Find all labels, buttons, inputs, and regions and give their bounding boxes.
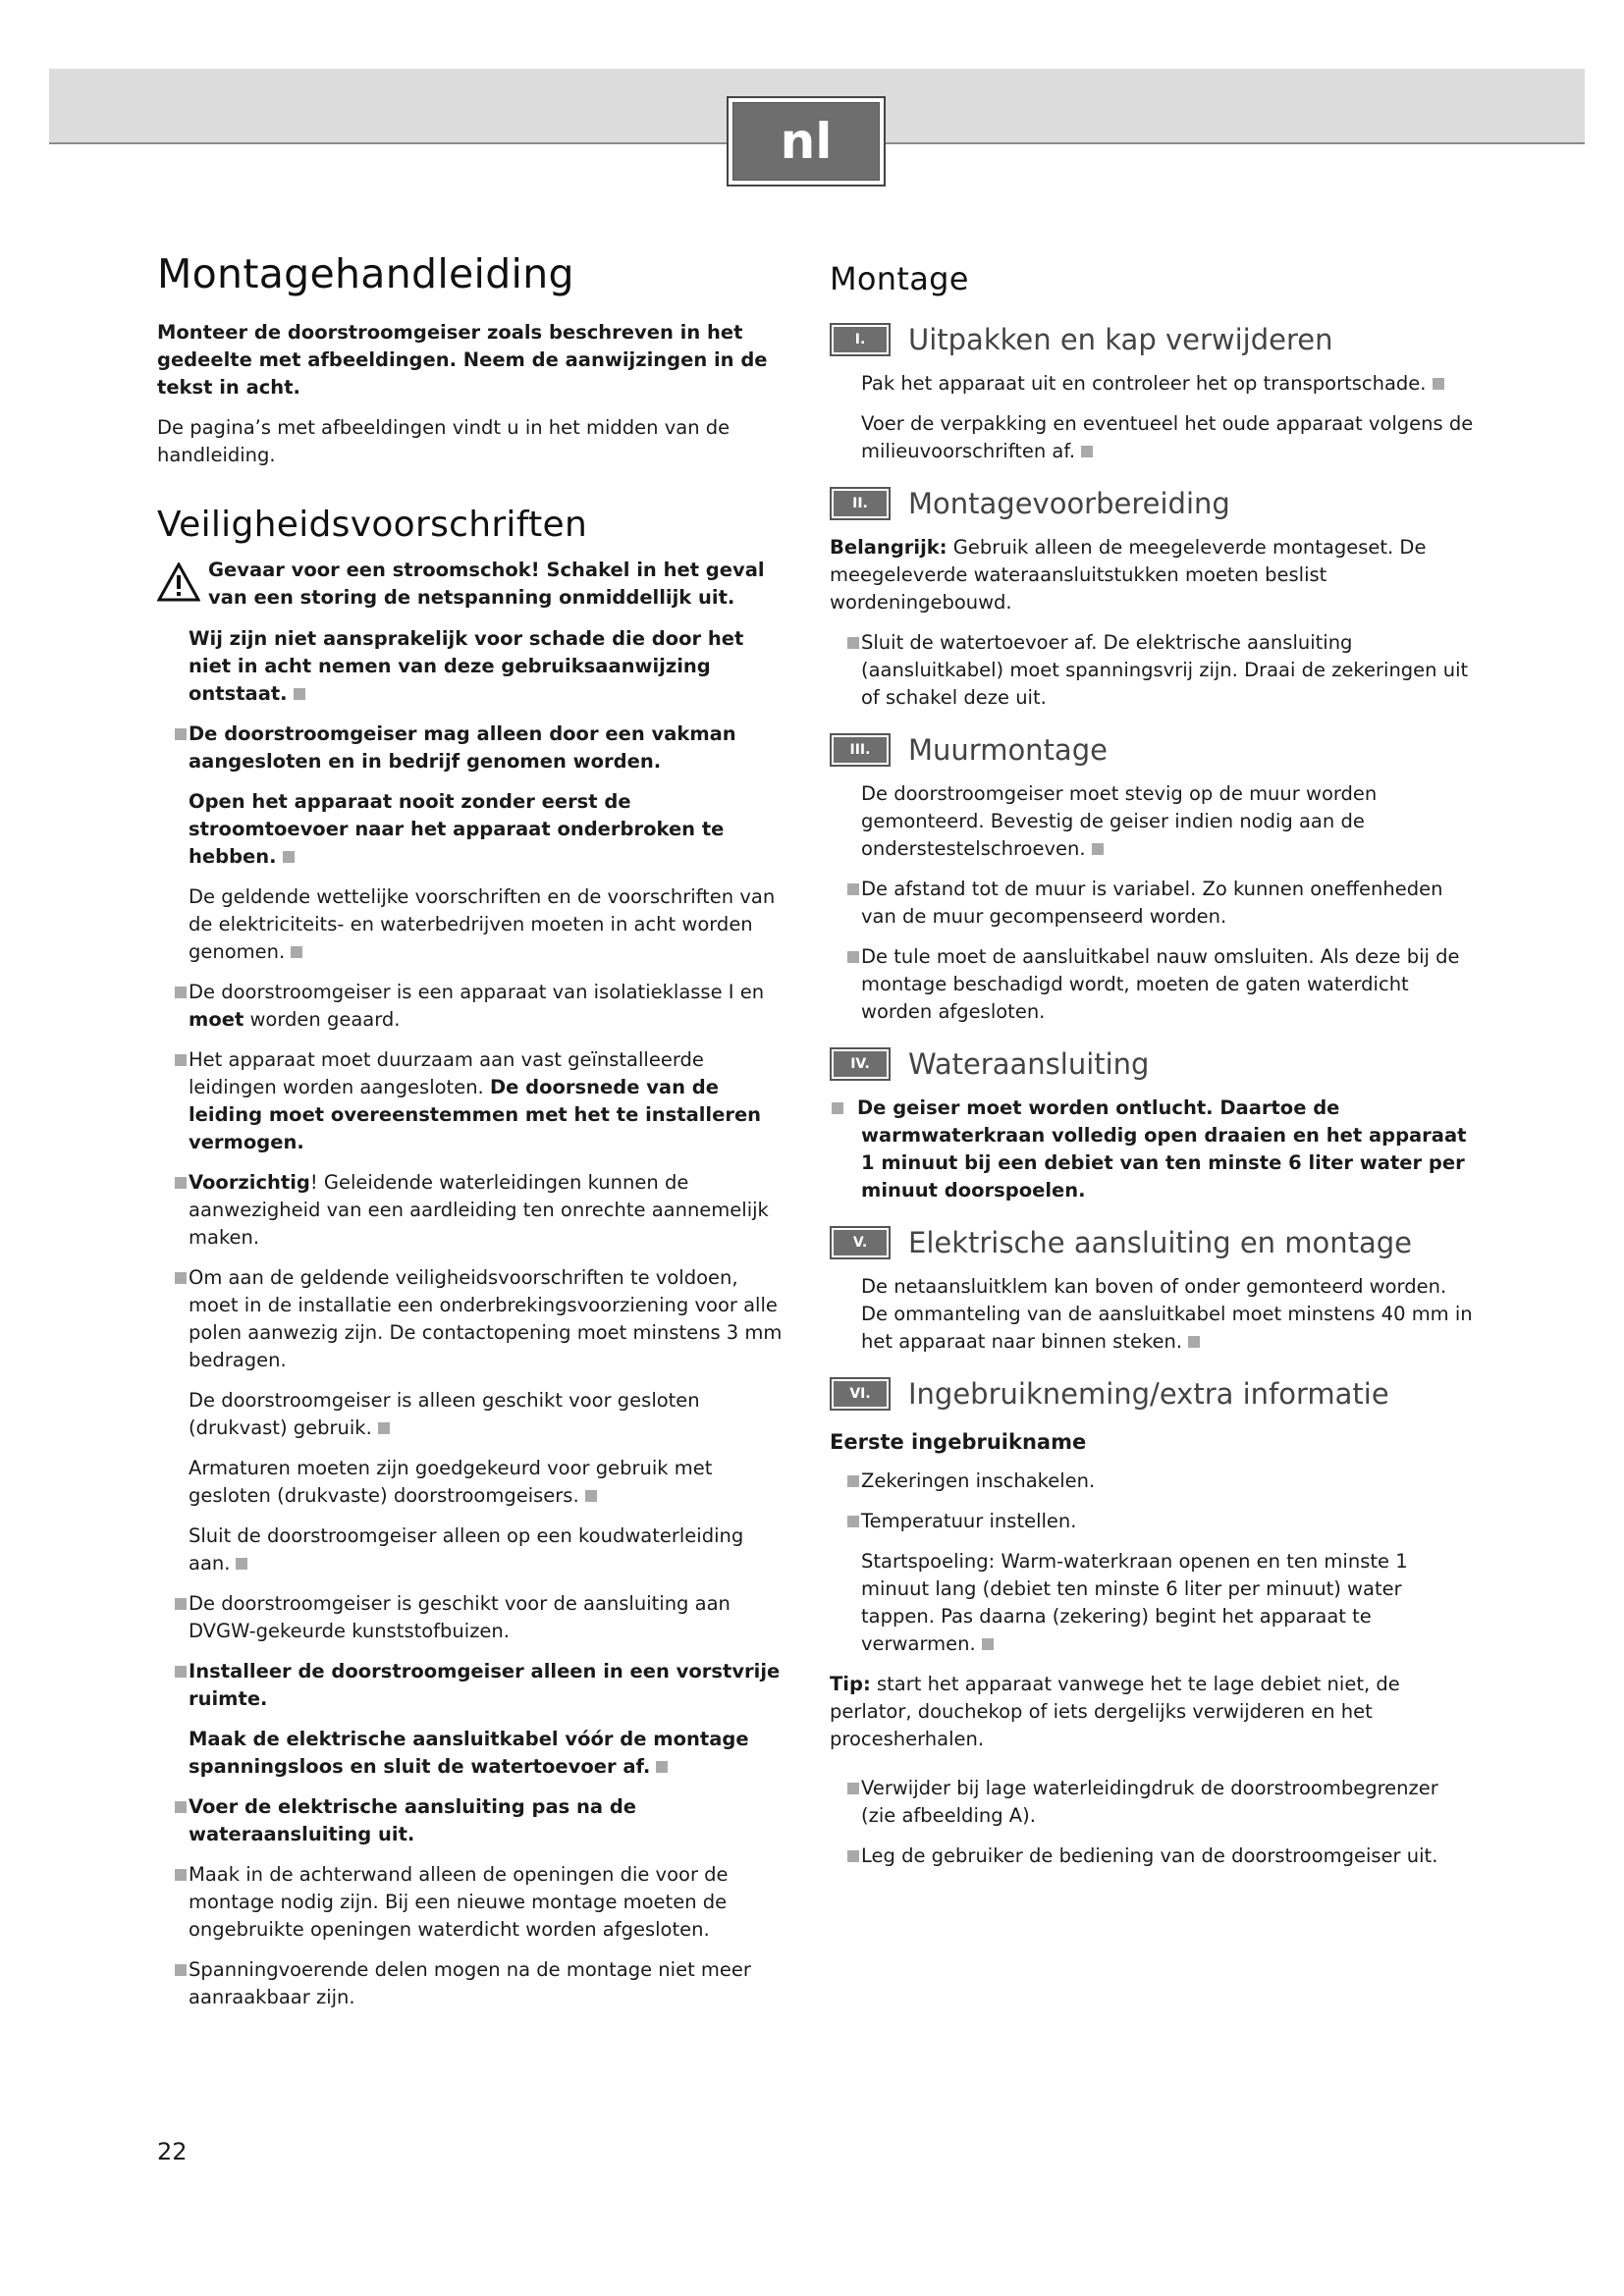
bullet-square-icon <box>175 987 187 998</box>
list-item: Het apparaat moet duurzaam aan vast geïnstalleerde leidingen worden aangesloten. De doorsnede van de leiding moet overeenstemmen met het te installeren vermogen. <box>189 1046 785 1156</box>
section-header-5 <box>830 1226 1478 1259</box>
bullet-square-icon <box>175 1177 187 1189</box>
section-text: Startspoeling: Warm-waterkraan openen en ten minste 1 minuut lang (debiet ten minste 6 liter per minuut) water tappen. Pas daarna (zekering) begint het apparaat te verwarmen. <box>861 1550 1408 1655</box>
bullet-square-icon <box>847 637 859 649</box>
bullet-square-icon <box>175 728 187 740</box>
section-text: De doorstroomgeiser moet stevig op de muur worden gemonteerd. Bevestig de geiser indien nodig aan de onderstestelschroeven. <box>861 782 1378 860</box>
bullet-square-icon <box>175 1801 187 1813</box>
bullet-square-icon <box>982 1638 994 1650</box>
list-item: Voer de elektrische aansluiting pas na de wateraansluiting uit. <box>189 1793 785 1848</box>
warning-triangle-icon <box>157 562 200 602</box>
section-header-1 <box>830 323 1478 356</box>
section-text: De tule moet de aansluitkabel nauw omsluiten. Als deze bij de montage beschadigd wordt, moeten de gaten waterdicht worden afgesloten. <box>861 943 1478 1026</box>
language-badge <box>727 96 886 187</box>
section-text: De netaansluitklem kan boven of onder gemonteerd worden. De ommanteling van de aansluitkabel moet minstens 40 mm in het apparaat naar binnen steken. <box>861 1275 1473 1353</box>
bullet-square-icon <box>175 1666 187 1678</box>
section-text: Sluit de watertoevoer af. De elektrische aansluiting (aansluitkabel) moet spanningsvrij zijn. Draai de zekeringen uit of schakel deze uit. <box>861 629 1478 712</box>
section-number-badge: VI. <box>830 1377 891 1411</box>
section-text: De afstand tot de muur is variabel. Zo kunnen oneffenheden van de muur gecompenseerd worden. <box>861 876 1478 931</box>
page-title: Montagehandleiding <box>157 250 574 297</box>
bullet-square-icon <box>283 851 295 863</box>
list-item: De doorstroomgeiser is alleen geschikt voor gesloten (drukvast) gebruik. <box>189 1389 700 1439</box>
list-item: Spanningvoerende delen mogen na de montage niet meer aanraakbaar zijn. <box>189 1956 785 2011</box>
section-title: Uitpakken en kap verwijderen <box>908 323 1333 356</box>
section-text: Leg de gebruiker de bediening van de doorstroomgeiser uit. <box>861 1842 1478 1870</box>
bullet-square-icon <box>832 1102 843 1114</box>
list-item: De doorstroomgeiser is geschikt voor de aansluiting aan DVGW-gekeurde kunststofbuizen. <box>189 1590 785 1645</box>
section-text: De geiser moet worden ontlucht. Daartoe de warmwaterkraan volledig open draaien en het apparaat 1 minuut bij een debiet van ten minste 6 liter water per minuut doorspoelen. <box>861 1095 1478 1204</box>
section-number-badge: III. <box>830 733 891 767</box>
bullet-square-icon <box>585 1490 597 1502</box>
section-text: Voer de verpakking en eventueel het oude apparaat volgens de milieuvoorschriften af. <box>861 412 1474 462</box>
bullet-square-icon <box>847 1850 859 1862</box>
section-number-badge: II. <box>830 487 891 520</box>
bullet-square-icon <box>847 951 859 963</box>
bullet-square-icon <box>847 1783 859 1794</box>
list-item: Om aan de geldende veiligheidsvoorschriften te voldoen, moet in de installatie een onderbrekingsvoorziening voor alle polen aanwezig zijn. De contactopening moet minstens 3 mm bedragen. <box>189 1264 785 1374</box>
bullet-square-icon <box>656 1761 668 1773</box>
tip-text: Tip: start het apparaat vanwege het te lage debiet niet, de perlator, douchekop of iets dergelijks verwijderen en het procesherhalen. <box>830 1673 1400 1750</box>
section-header-6 <box>830 1377 1478 1411</box>
section-title: Elektrische aansluiting en montage <box>908 1226 1413 1259</box>
montage-title: Montage <box>830 260 969 297</box>
list-item: De geldende wettelijke voorschriften en de voorschriften van de elektriciteits- en waterbedrijven moeten in acht worden genomen. <box>189 885 776 963</box>
list-item: Voorzichtig! Geleidende waterleidingen kunnen de aanwezigheid van een aardleiding ten onrechte aannemelijk maken. <box>189 1169 785 1252</box>
bullet-square-icon <box>175 1964 187 1976</box>
section-title: Wateraansluiting <box>908 1047 1150 1081</box>
intro-bold: Monteer de doorstroomgeiser zoals beschreven in het gedeelte met afbeeldingen. Neem de aanwijzingen in de tekst in acht. <box>157 321 768 399</box>
section-header-2 <box>830 487 1478 520</box>
list-item: Sluit de doorstroomgeiser alleen op een koudwaterleiding aan. <box>189 1524 744 1575</box>
bullet-square-icon <box>1188 1336 1200 1348</box>
section-text: Pak het apparaat uit en controleer het op transportschade. <box>861 370 1478 398</box>
list-item: Wij zijn niet aansprakelijk voor schade die door het niet in acht nemen van deze gebruiksaanwijzing ontstaat. <box>189 627 744 705</box>
bullet-square-icon <box>1092 843 1104 855</box>
language-code: nl <box>732 102 880 181</box>
section-number-badge: IV. <box>830 1047 891 1081</box>
section-text: Temperatuur instellen. <box>861 1508 1478 1535</box>
bullet-square-icon <box>847 883 859 895</box>
section-number-badge: I. <box>830 323 891 356</box>
subheading: Eerste ingebruikname <box>830 1430 1087 1454</box>
section-text: Belangrijk: Gebruik alleen de meegeleverde montageset. De meegeleverde wateraansluitstukken moeten beslist wordeningebouwd. <box>830 536 1427 614</box>
bullet-square-icon <box>847 1516 859 1527</box>
section-header-4 <box>830 1047 1478 1081</box>
bullet-square-icon <box>294 688 305 700</box>
page-number: 22 <box>157 2138 188 2165</box>
bullet-square-icon <box>175 1054 187 1066</box>
bullet-square-icon <box>175 1598 187 1610</box>
bullet-square-icon <box>1433 378 1444 390</box>
section-header-3 <box>830 733 1478 767</box>
warning-text: Gevaar voor een stroomschok! Schakel in het geval van een storing de netspanning onmiddellijk uit. <box>208 559 765 609</box>
list-item: Installeer de doorstroomgeiser alleen in een vorstvrije ruimte. <box>189 1658 785 1713</box>
warning-block <box>157 557 785 612</box>
list-item: Maak de elektrische aansluitkabel vóór de montage spanningsloos en sluit de watertoevoer af. <box>189 1728 749 1778</box>
list-item: Open het apparaat nooit zonder eerst de stroomtoevoer naar het apparaat onderbroken te hebben. <box>189 790 725 868</box>
list-item: De doorstroomgeiser mag alleen door een vakman aangesloten en in bedrijf genomen worden. <box>189 721 785 775</box>
section-title: Montagevoorbereiding <box>908 487 1230 520</box>
bullet-square-icon <box>291 946 302 958</box>
section-title: Ingebruikneming/extra informatie <box>908 1377 1389 1411</box>
bullet-square-icon <box>236 1558 247 1570</box>
section-text: Zekeringen inschakelen. <box>861 1468 1478 1495</box>
list-item: Maak in de achterwand alleen de openingen die voor de montage nodig zijn. Bij een nieuwe montage moeten de ongebruikte openingen waterdicht worden afgesloten. <box>189 1861 785 1944</box>
list-item: De doorstroomgeiser is een apparaat van isolatieklasse I en moet worden geaard. <box>189 979 785 1034</box>
bullet-square-icon <box>378 1422 390 1434</box>
left-column <box>157 250 785 2024</box>
right-column <box>830 250 1478 1883</box>
section-title: Muurmontage <box>908 733 1108 767</box>
bullet-square-icon <box>175 1869 187 1881</box>
intro-text: De pagina’s met afbeeldingen vindt u in het midden van de handleiding. <box>157 416 731 466</box>
safety-title: Veiligheidsvoorschriften <box>157 505 588 545</box>
bullet-square-icon <box>1081 446 1093 457</box>
section-number-badge: V. <box>830 1226 891 1259</box>
list-item: Armaturen moeten zijn goedgekeurd voor gebruik met gesloten (drukvaste) doorstroomgeisers. <box>189 1457 713 1507</box>
section-text: Verwijder bij lage waterleidingdruk de doorstroombegrenzer (zie afbeelding A). <box>861 1775 1478 1830</box>
bullet-square-icon <box>847 1475 859 1487</box>
bullet-square-icon <box>175 1272 187 1284</box>
